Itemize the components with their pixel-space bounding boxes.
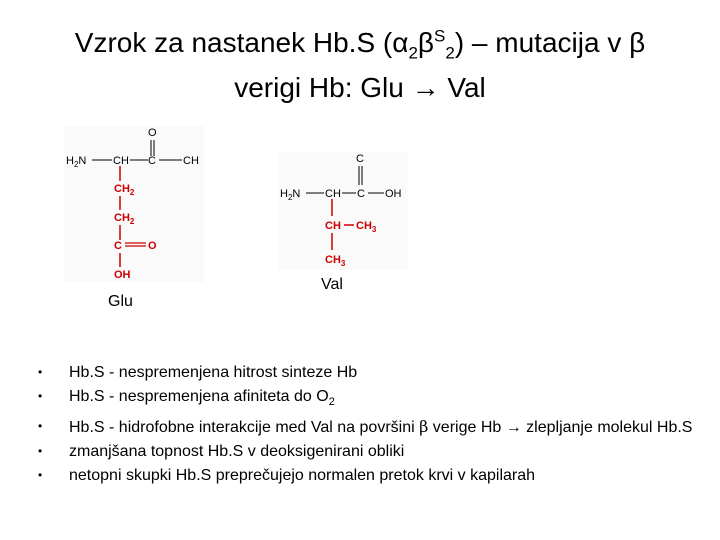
bullet-dot: • [38, 419, 43, 434]
bullet-dot: • [38, 389, 43, 403]
val-ch3-right: $CH_3$ [356, 220, 377, 234]
title-line-2: verigi Hb: Glu → Val [234, 71, 486, 103]
glu-c-bottom: C [114, 240, 122, 252]
val-caption: Val [321, 276, 343, 293]
title-line-1: Vzrok za nastanek Hb.S $(\alpha_2\beta^S_2)$ – mutacija v β [74, 27, 646, 63]
list-item: • Hb.S - nespremenjena hitrost sinteze Hb [38, 364, 358, 381]
val-structure [278, 152, 408, 270]
val-c-top: C [356, 153, 364, 165]
bullet-list [38, 362, 698, 489]
bullet-dot: • [38, 365, 43, 379]
glu-o-top: O [148, 127, 157, 139]
glu-ch2-2: $CH_2$ [114, 212, 135, 226]
list-item: • netopni skupki Hb.S preprečujejo normalen pretok krvi v kapilarah [38, 467, 536, 485]
glu-ch-right: CH [183, 155, 199, 167]
bullet-dot: • [38, 468, 43, 483]
glu-ch2-1: $CH_2$ [114, 183, 135, 197]
val-ch: CH [325, 188, 341, 200]
val-ch-side: CH [325, 220, 341, 232]
val-c: C [357, 188, 365, 200]
glu-c: C [148, 155, 156, 167]
slide-title [0, 20, 720, 105]
val-oh: OH [385, 188, 402, 200]
list-item: • zmanjšana topnost Hb.S v deoksigenirani obliki [38, 443, 405, 461]
val-h2n: $H_2N$ [280, 188, 301, 202]
glu-structure [64, 126, 204, 282]
list-item: • Hb.S - nespremenjena afiniteta do $O_2$ [38, 388, 335, 409]
bullet-dot: • [38, 444, 43, 459]
val-ch3-bottom: $CH_3$ [325, 254, 346, 268]
glu-ch: CH [113, 155, 129, 167]
glu-oh: OH [114, 269, 131, 281]
glu-caption: Glu [108, 293, 133, 310]
glu-o-right: O [148, 240, 157, 252]
list-item: • Hb.S - hidrofobne interakcije med Val na površini β verige Hb → zlepljanje molekul Hb.S [38, 417, 693, 437]
glu-h2n: $H_2N$ [66, 155, 87, 169]
